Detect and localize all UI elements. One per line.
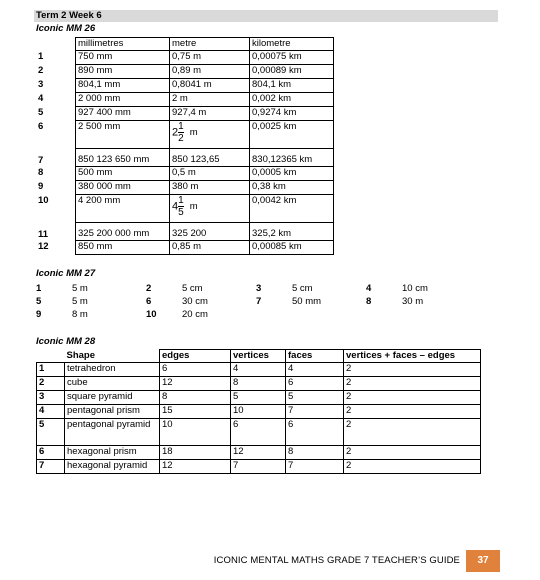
- table-row: [36, 107, 334, 121]
- cell-shape: hexagonal pyramid: [65, 460, 160, 474]
- table-row: [36, 65, 334, 79]
- mm28-table: [36, 349, 481, 474]
- row-number: 2: [37, 377, 65, 391]
- unit: m: [189, 200, 198, 212]
- item-answer: 10 cm: [402, 283, 428, 294]
- cell-r: 2: [344, 446, 481, 460]
- cell-r: 2: [344, 419, 481, 446]
- col-header: faces: [286, 350, 344, 363]
- item-number: 7: [256, 296, 262, 307]
- cell-f: 7: [286, 460, 344, 474]
- cell-m: [170, 195, 250, 223]
- cell-m: 380 m: [170, 181, 250, 195]
- item-number: 9: [36, 309, 42, 320]
- item-number: 6: [146, 296, 152, 307]
- row-number: 5: [38, 106, 44, 118]
- cell-shape: pentagonal prism: [65, 405, 160, 419]
- row-number: 9: [38, 180, 44, 192]
- cell-r: 2: [344, 363, 481, 377]
- cell-km: 0,0025 km: [250, 121, 334, 149]
- item-number: 10: [146, 309, 157, 320]
- row-number: 7: [38, 154, 44, 166]
- cell-m: 325 200: [170, 223, 250, 241]
- cell-v: 12: [231, 446, 286, 460]
- table-row: [36, 149, 334, 167]
- cell-km: 830,12365 km: [250, 149, 334, 167]
- cell-f: 6: [286, 419, 344, 446]
- col-header: edges: [160, 350, 231, 363]
- cell-mm: 325 200 000 mm: [76, 223, 170, 241]
- mm26-title: Iconic MM 26: [36, 23, 96, 34]
- col-header: vertices: [231, 350, 286, 363]
- mm28-title: Iconic MM 28: [36, 336, 96, 347]
- cell-mm: 500 mm: [76, 167, 170, 181]
- cell-shape: square pyramid: [65, 391, 160, 405]
- row-number: 4: [37, 405, 65, 419]
- row-number: 6: [38, 120, 44, 132]
- cell-m: [170, 121, 250, 149]
- cell-e: 12: [160, 377, 231, 391]
- cell-shape: cube: [65, 377, 160, 391]
- row-number: 1: [37, 363, 65, 377]
- cell-mm: 2 500 mm: [76, 121, 170, 149]
- table-row: [36, 181, 334, 195]
- cell-v: 4: [231, 363, 286, 377]
- cell-m: 0,5 m: [170, 167, 250, 181]
- cell-v: 7: [231, 460, 286, 474]
- cell-f: 6: [286, 377, 344, 391]
- table-row: [36, 79, 334, 93]
- col-header: Shape: [66, 349, 96, 361]
- numerator: 1: [178, 121, 184, 132]
- row-number: 3: [37, 391, 65, 405]
- row-number: 6: [37, 446, 65, 460]
- cell-e: 6: [160, 363, 231, 377]
- cell-mm: 380 000 mm: [76, 181, 170, 195]
- table-row: [37, 405, 481, 419]
- cell-r: 2: [344, 391, 481, 405]
- table-row: [36, 167, 334, 181]
- table-row: [36, 51, 334, 65]
- item-answer: 20 cm: [182, 309, 208, 320]
- item-number: 4: [366, 283, 372, 294]
- cell-km: 0,0042 km: [250, 195, 334, 223]
- cell-r: 2: [344, 405, 481, 419]
- cell-km: 804,1 km: [250, 79, 334, 93]
- mm27-title: Iconic MM 27: [36, 268, 96, 279]
- cell-km: 0,9274 km: [250, 107, 334, 121]
- mm26-table: [36, 37, 334, 255]
- cell-m: 2 m: [170, 93, 250, 107]
- denominator: 2: [178, 133, 184, 144]
- item-answer: 30 cm: [182, 296, 208, 307]
- cell-e: 10: [160, 419, 231, 446]
- table-row: [37, 446, 481, 460]
- row-number: 11: [38, 228, 49, 240]
- cell-km: 0,00089 km: [250, 65, 334, 79]
- cell-km: 0,38 km: [250, 181, 334, 195]
- item-number: 3: [256, 283, 262, 294]
- numerator: 1: [178, 195, 184, 206]
- item-number: 2: [146, 283, 152, 294]
- cell-f: 5: [286, 391, 344, 405]
- table-row: [36, 223, 334, 241]
- cell-m: 0,89 m: [170, 65, 250, 79]
- fraction: [178, 121, 184, 144]
- page-number: 37: [466, 550, 500, 572]
- cell-m: 850 123,65: [170, 149, 250, 167]
- cell-mm: 4 200 mm: [76, 195, 170, 223]
- item-answer: 5 cm: [182, 283, 203, 294]
- cell-km: 325,2 km: [250, 223, 334, 241]
- cell-e: 8: [160, 391, 231, 405]
- cell-f: 7: [286, 405, 344, 419]
- item-answer: 30 m: [402, 296, 424, 307]
- table-row: [37, 460, 481, 474]
- table-row: [37, 377, 481, 391]
- cell-e: 15: [160, 405, 231, 419]
- row-number: 1: [38, 50, 44, 62]
- item-number: 5: [36, 296, 42, 307]
- col-header: millimetres: [76, 38, 170, 51]
- section-header: Term 2 Week 6: [34, 10, 498, 22]
- cell-f: 8: [286, 446, 344, 460]
- item-answer: 5 m: [72, 283, 88, 294]
- cell-km: 0,002 km: [250, 93, 334, 107]
- item-answer: 5 cm: [292, 283, 313, 294]
- cell-m: 0,85 m: [170, 241, 250, 255]
- row-number: 7: [37, 460, 65, 474]
- col-header: kilometre: [250, 38, 334, 51]
- whole-number: 4: [172, 200, 179, 213]
- cell-m: 0,75 m: [170, 51, 250, 65]
- cell-mm: 890 mm: [76, 65, 170, 79]
- whole-number: 2: [172, 126, 179, 139]
- cell-v: 6: [231, 419, 286, 446]
- cell-mm: 850 mm: [76, 241, 170, 255]
- row-number: 8: [38, 166, 44, 178]
- cell-km: 0,00085 km: [250, 241, 334, 255]
- table-row: [36, 93, 334, 107]
- row-number: 10: [38, 194, 49, 206]
- cell-v: 5: [231, 391, 286, 405]
- cell-r: 2: [344, 460, 481, 474]
- cell-shape: pentagonal pyramid: [65, 419, 160, 446]
- cell-mm: 927 400 mm: [76, 107, 170, 121]
- row-number: 4: [38, 92, 44, 104]
- cell-m: 927,4 m: [170, 107, 250, 121]
- col-header: metre: [170, 38, 250, 51]
- fraction: [178, 195, 184, 218]
- row-number: 2: [38, 64, 44, 76]
- item-number: 1: [36, 283, 42, 294]
- item-answer: 5 m: [72, 296, 88, 307]
- cell-mm: 2 000 mm: [76, 93, 170, 107]
- row-number: 5: [37, 419, 65, 446]
- table-row: [37, 419, 481, 446]
- table-row: [37, 363, 481, 377]
- item-answer: 8 m: [72, 309, 88, 320]
- cell-mm: 750 mm: [76, 51, 170, 65]
- unit: m: [189, 126, 198, 138]
- cell-mm: 850 123 650 mm: [76, 149, 170, 167]
- cell-km: 0,0005 km: [250, 167, 334, 181]
- cell-shape: hexagonal prism: [65, 446, 160, 460]
- table-row: [36, 241, 334, 255]
- table-row: [36, 121, 334, 149]
- item-number: 8: [366, 296, 372, 307]
- row-number: 12: [38, 240, 49, 252]
- denominator: 5: [178, 207, 184, 218]
- cell-e: 12: [160, 460, 231, 474]
- cell-km: 0,00075 km: [250, 51, 334, 65]
- item-answer: 50 mm: [292, 296, 322, 307]
- table-row: [36, 195, 334, 223]
- cell-e: 18: [160, 446, 231, 460]
- footer-title: ICONIC MENTAL MATHS GRADE 7 TEACHER’S GUIDE: [213, 555, 460, 566]
- table-row: [37, 391, 481, 405]
- col-header: vertices + faces – edges: [344, 350, 481, 363]
- cell-m: 0,8041 m: [170, 79, 250, 93]
- cell-shape: tetrahedron: [65, 363, 160, 377]
- row-number: 3: [38, 78, 44, 90]
- cell-v: 8: [231, 377, 286, 391]
- cell-r: 2: [344, 377, 481, 391]
- cell-f: 4: [286, 363, 344, 377]
- cell-mm: 804,1 mm: [76, 79, 170, 93]
- cell-v: 10: [231, 405, 286, 419]
